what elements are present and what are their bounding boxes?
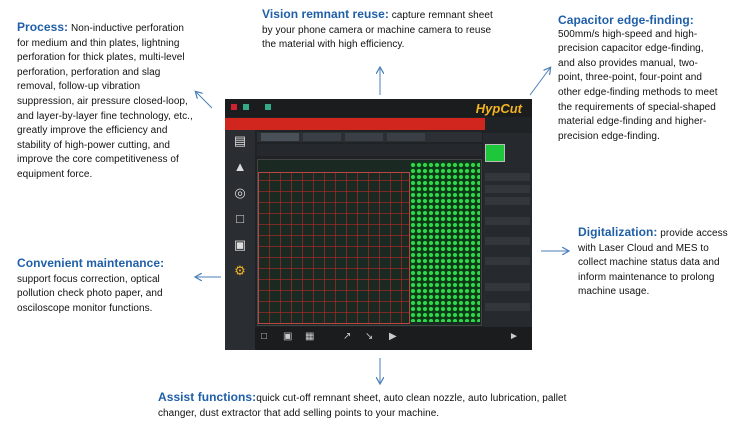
- status-row: [485, 303, 530, 311]
- status-icon: [243, 104, 249, 110]
- digital-title: Digitalization:: [578, 225, 658, 239]
- status-row: [485, 217, 530, 225]
- file-icon[interactable]: □: [261, 331, 268, 342]
- gauge-icon[interactable]: ◎: [234, 185, 246, 200]
- folder-icon[interactable]: □: [236, 211, 244, 226]
- convenient-title: Convenient maintenance:: [17, 256, 165, 270]
- status-row: [485, 237, 530, 245]
- app-title-bar: [225, 99, 532, 117]
- move-icon[interactable]: ↗: [343, 331, 352, 342]
- assist-title: Assist functions:: [158, 390, 257, 404]
- alarm-bar: [225, 118, 485, 130]
- digital-body: provide access with Laser Cloud and MES to collect machine status data and inform maintenance to prolong machine usage.: [578, 228, 728, 298]
- remnant-sheet-area: [410, 162, 480, 322]
- zoom-icon[interactable]: ↘: [365, 331, 374, 342]
- toolbox-icon[interactable]: ▣: [233, 237, 247, 252]
- arrow-process: [196, 92, 212, 108]
- connect-icon: [265, 104, 271, 110]
- tab-3[interactable]: [345, 133, 383, 141]
- laser-color-swatch: [485, 144, 505, 162]
- nested-parts-grid: [258, 172, 410, 324]
- hypcut-screenshot: [225, 99, 532, 350]
- tab-2[interactable]: [303, 133, 341, 141]
- app-tabs: [257, 132, 482, 142]
- app-sidebar: [225, 130, 255, 350]
- process-callout: [17, 20, 193, 183]
- status-row: [485, 197, 530, 205]
- laser-head-icon[interactable]: ▲: [233, 159, 247, 174]
- stop-icon: [231, 104, 237, 110]
- hypcut-logo: HypCut: [475, 101, 522, 116]
- bottom-toolbar: [255, 327, 532, 350]
- capacitor-callout: [558, 13, 718, 144]
- cutting-canvas[interactable]: [257, 159, 482, 326]
- status-panel: [483, 133, 532, 328]
- capacitor-title: Capacitor edge-finding:: [558, 13, 694, 27]
- vision-title: Vision remnant reuse:: [262, 7, 389, 21]
- digital-callout: [578, 225, 728, 300]
- tab-4[interactable]: [387, 133, 425, 141]
- tab-1[interactable]: [261, 133, 299, 141]
- arrow-capacitor: [530, 68, 550, 95]
- status-row: [485, 283, 530, 291]
- process-body: Non-inductive perforation for medium and thin plates, lightning perforation for thick plates, multi-level perforation, perforation and slag removal, follow-up vibration suppression, air pressure closed-loop, and layer-by-layer fine technology, etc., greatly improve the efficiency and stability of high-power cutting, and improve the core competitiveness of equipment force.: [17, 23, 193, 180]
- assist-body: quick cut-off remnant sheet, auto clean nozzle, auto lubrication, pallet changer, dust extractor that add selling points to your machine.: [158, 393, 567, 419]
- settings-gear-icon[interactable]: ⚙: [234, 263, 246, 278]
- copy-icon[interactable]: ▦: [305, 331, 315, 342]
- image-icon[interactable]: ▣: [283, 331, 293, 342]
- vision-body: capture remnant sheet by your phone camera or machine camera to reuse the material with high efficiency.: [262, 10, 493, 51]
- play-icon[interactable]: ▶: [389, 331, 397, 342]
- process-title: Process:: [17, 20, 69, 34]
- app-toolbar: [257, 144, 482, 156]
- status-row: [485, 185, 530, 193]
- next-icon[interactable]: ►: [509, 331, 519, 342]
- status-row: [485, 257, 530, 265]
- convenient-callout: [17, 256, 192, 316]
- layers-icon[interactable]: ▤: [233, 133, 247, 148]
- assist-callout: [158, 390, 598, 421]
- convenient-body: support focus correction, optical pollution check photo paper, and osciloscope monitor functions.: [17, 273, 163, 314]
- status-row: [485, 173, 530, 181]
- capacitor-body: 500mm/s high-speed and high-precision capacitor edge-finding, and also provides manual, two-point, three-point, four-point and other edge-finding methods to meet the requirements of special-shaped material edge-finding and higher-precision edge-finding.: [558, 28, 718, 142]
- vision-callout: [262, 7, 494, 53]
